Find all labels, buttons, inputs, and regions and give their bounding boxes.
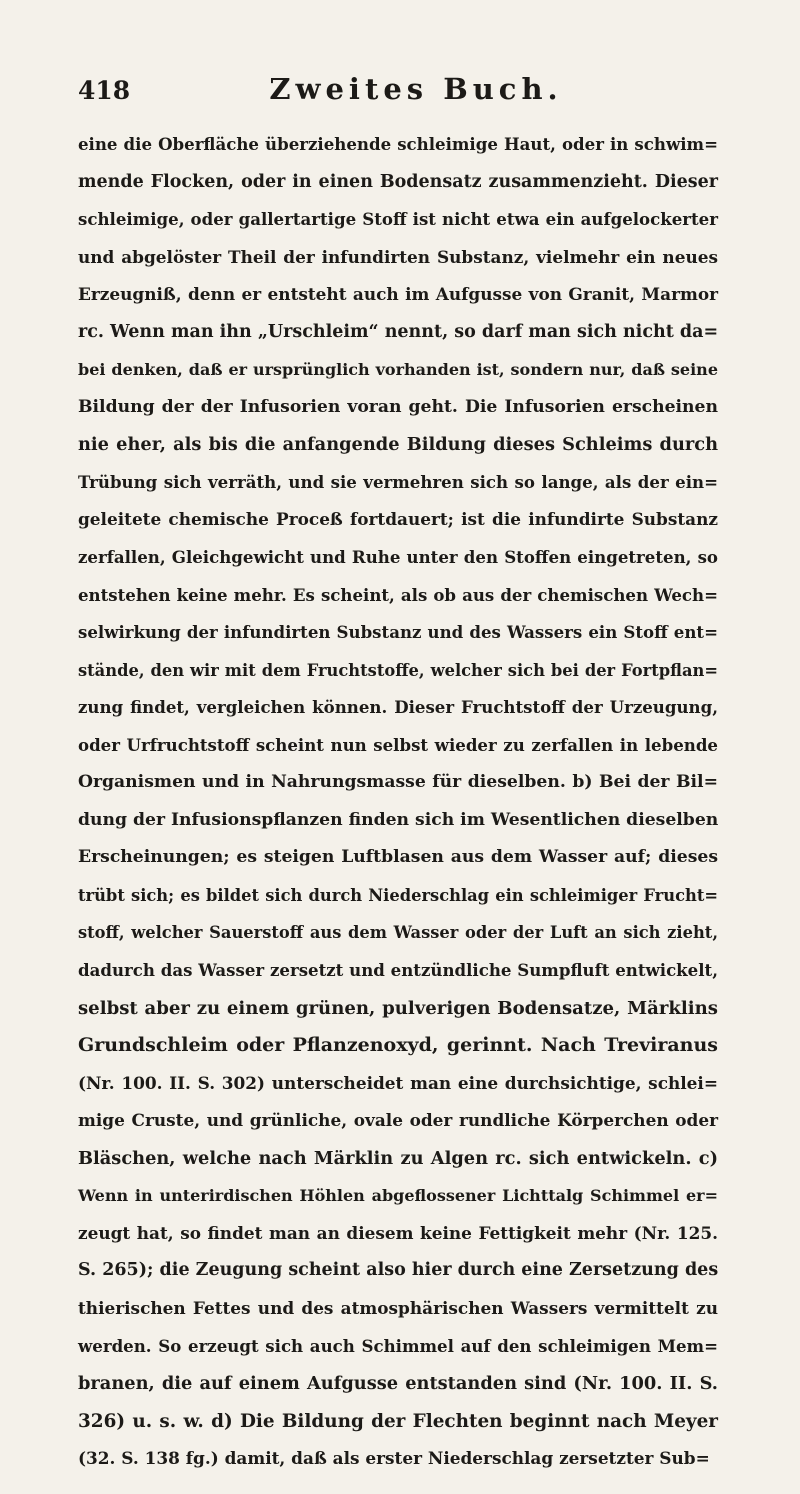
text-line: mende Flocken, oder in einen Bodensatz zusammenzieht. Dieser [78, 171, 718, 192]
text-line: Wenn in unterirdischen Höhlen abgeflossener Lichttalg Schimmel er= [78, 1186, 718, 1206]
text-line: selbst aber zu einem grünen, pulverigen Bodensatze, Märklins [78, 997, 718, 1019]
text-line: branen, die auf einem Aufgusse entstanden sind (Nr. 100. II. S. [78, 1373, 718, 1395]
text-line: stoff, welcher Sauerstoff aus dem Wasser oder der Luft an sich zieht, [78, 923, 718, 943]
text-line: geleitete chemische Proceß fortdauert; ist die infundirte Substanz [78, 509, 718, 530]
text-line: entstehen keine mehr. Es scheint, als ob aus der chemischen Wech= [78, 584, 718, 605]
text-line: zung findet, vergleichen können. Dieser Fruchtstoff der Urzeugung, [78, 697, 718, 718]
page-number: 418 [78, 76, 131, 105]
text-line: (Nr. 100. II. S. 302) unterscheidet man eine durchsichtige, schlei= [78, 1072, 718, 1093]
page-header [78, 72, 714, 112]
text-line: Bläschen, welche nach Märklin zu Algen rc. sich entwickeln. c) [78, 1147, 718, 1169]
text-line: zeugt hat, so findet man an diesem keine Fettigkeit mehr (Nr. 125. [78, 1222, 718, 1243]
text-line: dadurch das Wasser zersetzt und entzündliche Sumpfluft entwickelt, [78, 960, 718, 981]
body-text [78, 126, 718, 1478]
text-line: Organismen und in Nahrungsmasse für dieselben. b) Bei der Bil= [78, 772, 718, 793]
text-line: stände, den wir mit dem Fruchtstoffe, welcher sich bei der Fortpflan= [78, 660, 718, 680]
text-line: nie eher, als bis die anfangende Bildung dieses Schleims durch [78, 434, 718, 456]
text-line: Trübung sich verräth, und sie vermehren sich so lange, als der ein= [78, 471, 718, 492]
text-line: S. 265); die Zeugung scheint also hier durch eine Zersetzung des [78, 1260, 719, 1281]
text-line: Erscheinungen; es steigen Luftblasen aus dem Wasser auf; dieses [78, 847, 718, 868]
text-line: Erzeugniß, denn er entsteht auch im Aufgusse von Granit, Marmor [78, 284, 718, 305]
text-line: thierischen Fettes und des atmosphärischen Wassers vermittelt zu [78, 1297, 718, 1318]
text-line: oder Urfruchtstoff scheint nun selbst wieder zu zerfallen in lebende [78, 734, 718, 755]
text-line: eine die Oberfläche überziehende schleimige Haut, oder in schwim= [78, 134, 718, 154]
text-line: Bildung der der Infusorien voran geht. Die Infusorien erscheinen [78, 396, 718, 417]
text-line: dung der Infusionspflanzen finden sich im Wesentlichen dieselben [78, 809, 719, 830]
text-line: bei denken, daß er ursprünglich vorhanden ist, sondern nur, daß seine [78, 360, 718, 380]
text-line: rc. Wenn man ihn „Urschleim“ nennt, so darf man sich nicht da= [78, 321, 719, 342]
text-line: Grundschleim oder Pflanzenoxyd, gerinnt. Nach Treviranus [78, 1034, 718, 1057]
text-line: mige Cruste, und grünliche, ovale oder rundliche Körperchen oder [78, 1110, 718, 1131]
text-line: werden. So erzeugt sich auch Schimmel auf den schleimigen Mem= [78, 1335, 718, 1356]
text-line: schleimige, oder gallertartige Stoff ist nicht etwa ein aufgelockerter [78, 209, 718, 230]
running-title: Zweites Buch. [269, 72, 563, 106]
text-line: und abgelöster Theil der infundirten Substanz, vielmehr ein neues [78, 246, 718, 267]
text-line: (32. S. 138 fg.) damit, daß als erster Niederschlag zersetzter Sub= [78, 1448, 710, 1469]
text-line: 326) u. s. w. d) Die Bildung der Flechten beginnt nach Meyer [78, 1410, 718, 1432]
text-line: selwirkung der infundirten Substanz und des Wassers ein Stoff ent= [78, 622, 718, 643]
text-line: trübt sich; es bildet sich durch Niederschlag ein schleimiger Frucht= [78, 885, 718, 905]
text-line: zerfallen, Gleichgewicht und Ruhe unter den Stoffen eingetreten, so [78, 547, 718, 568]
